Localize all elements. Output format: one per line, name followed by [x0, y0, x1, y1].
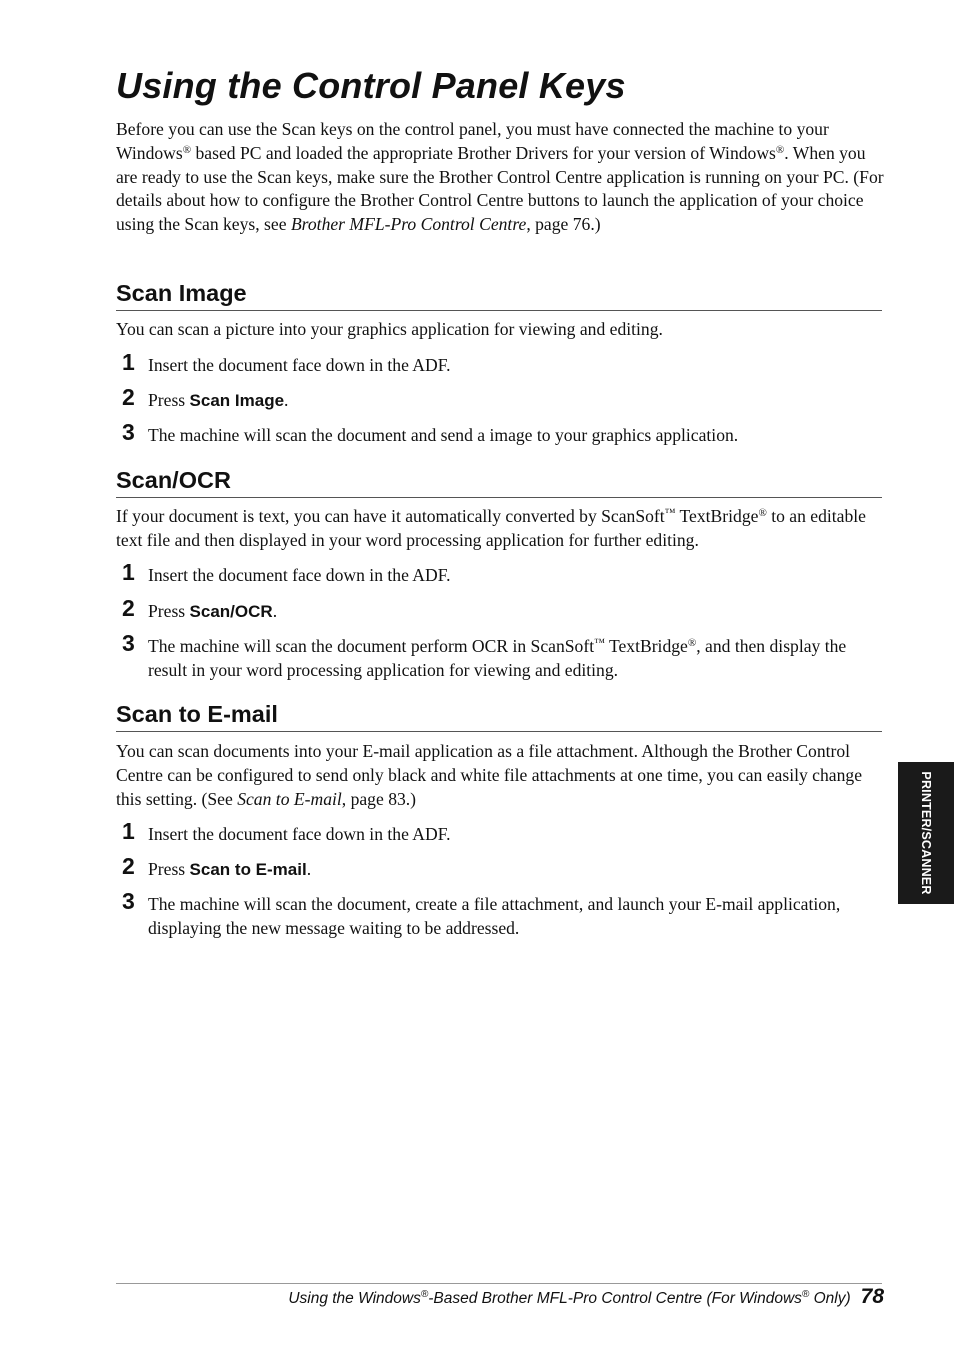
- intro-paragraph: Before you can use the Scan keys on the control panel, you must have connected the machine to your Windows® based PC and loaded the appropriate Brother Drivers for your version of Windows®. When you are ready to use the Scan keys, make sure the Brother Control Centre application is running on your PC. (For details about how to configure the Brother Control Centre buttons to launch the application of your choice using the Scan keys, see Brother MFL-Pro Control Centre, page 76.): [116, 119, 884, 235]
- step-text: Insert the document face down in the ADF.: [148, 565, 451, 585]
- step-text: Insert the document face down in the ADF.: [148, 355, 451, 375]
- step-number: 1: [122, 349, 135, 375]
- step-number: 3: [122, 630, 135, 656]
- page-title: Using the Control Panel Keys: [116, 65, 626, 106]
- step: [116, 419, 886, 448]
- step-text: Press Scan/OCR.: [148, 601, 278, 621]
- cross-reference: Brother MFL-Pro Control Centre: [290, 214, 527, 235]
- section-heading-scan-image: Scan Image: [116, 278, 882, 311]
- footer-divider: [116, 1283, 882, 1284]
- scan-email-description: You can scan documents into your E-mail application as a file attachment. Although the Brother Control Centre can be configured to send only black and white file attachments at one time, you can easily change this setting. (See Scan to E-mail, page 83.): [116, 741, 862, 809]
- step: [116, 349, 886, 378]
- step-text: The machine will scan the document, create a file attachment, and launch your E-mail application, displaying the new message waiting to be addressed.: [148, 894, 841, 938]
- section-heading-scan-to-email: Scan to E-mail: [116, 699, 882, 732]
- step-text: Press Scan to E-mail.: [148, 859, 312, 879]
- step: [116, 384, 886, 413]
- step: [116, 595, 886, 624]
- key-name: Scan Image: [189, 391, 285, 410]
- page-footer: Using the Windows®-Based Brother MFL-Pro Control Centre (For Windows® Only) 78: [288, 1285, 884, 1308]
- step: [116, 818, 886, 847]
- cross-reference: Scan to E-mail: [237, 788, 342, 809]
- step: [116, 559, 886, 588]
- section-heading-scan-ocr: Scan/OCR: [116, 465, 882, 498]
- step-number: 1: [122, 559, 135, 585]
- scan-image-description: You can scan a picture into your graphics application for viewing and editing.: [116, 319, 663, 339]
- step: [116, 630, 886, 683]
- step: [116, 853, 886, 882]
- step-text: The machine will scan the document perform OCR in ScanSoft™ TextBridge®, and then display the result in your word processing application for viewing and editing.: [148, 636, 847, 680]
- scan-ocr-description: If your document is text, you can have it automatically converted by ScanSoft™ TextBridge® to an editable text file and then displayed in your word processing application for further editing.: [116, 506, 866, 550]
- step-text: The machine will scan the document and send a image to your graphics application.: [148, 425, 739, 445]
- step-number: 1: [122, 818, 135, 844]
- step-number: 2: [122, 384, 135, 410]
- key-name: Scan to E-mail: [189, 860, 307, 879]
- step-text: Press Scan Image.: [148, 390, 289, 410]
- step-number: 3: [122, 419, 135, 445]
- step-number: 2: [122, 853, 135, 879]
- key-name: Scan/OCR: [189, 602, 273, 621]
- step-number: 3: [122, 888, 135, 914]
- chapter-side-tab: [898, 762, 954, 904]
- step-text: Insert the document face down in the ADF.: [148, 824, 451, 844]
- side-tab-label: PRINTER/SCANNER: [919, 771, 933, 895]
- page-number: 78: [860, 1285, 884, 1308]
- step: [116, 888, 886, 941]
- step-number: 2: [122, 595, 135, 621]
